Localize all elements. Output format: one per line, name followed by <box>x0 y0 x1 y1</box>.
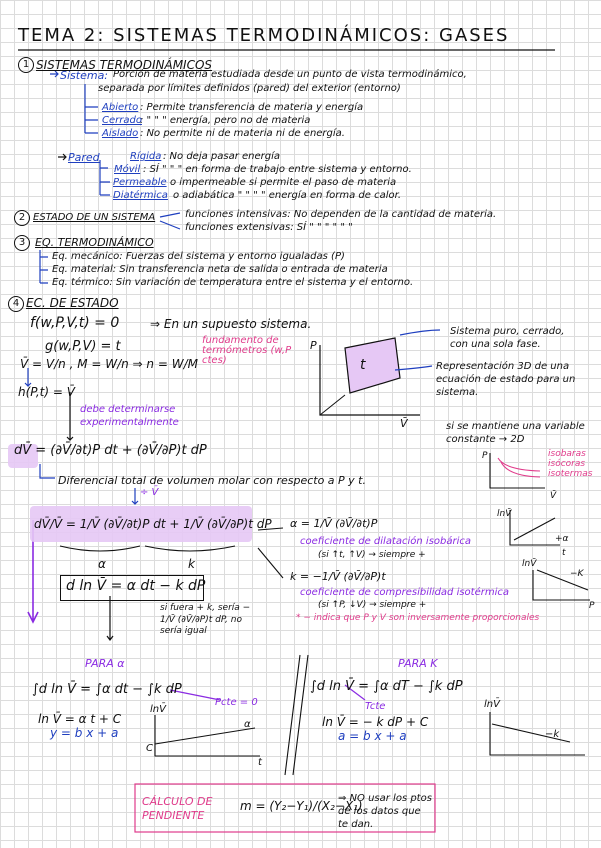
para-k-heading: PARA K <box>398 657 438 670</box>
isocoras-label: isócoras <box>548 459 586 469</box>
graph-ln-k-axes <box>490 712 585 755</box>
aislado-text: : No permite ni de materia ni de energía. <box>140 128 345 139</box>
rigida-text: : No deja pasar energía <box>163 151 281 162</box>
eq-f-note: ⇒ En un supuesto sistema. <box>150 317 312 331</box>
graph3d-p-label: P <box>310 339 317 352</box>
para-alpha-heading: PARA α <box>85 657 125 670</box>
h-eq: h(P,t) = V̄ <box>18 385 75 399</box>
cerrado-label: Cerrado <box>102 115 142 126</box>
k-def: k = −1/V̄ (∂V̄/∂P)t <box>290 570 386 583</box>
sistema-def-1: Porción de materia estudiada desde un punto de vista termodinámico, <box>113 69 467 80</box>
k-sign: (si ↑P, ↓V) → siempre + <box>318 600 427 610</box>
dln-eq: d ln V̄ = α dt − k dP <box>66 578 206 594</box>
sistema-puro-note: Sistema puro, cerrado, con una sola fase. <box>450 326 565 350</box>
graph2d-v-label: V̄ <box>550 491 557 501</box>
graph-ln-alpha-slope-label: α <box>244 719 251 730</box>
dv-over-v: dV̄/V̄ = 1/V̄ (∂V̄/∂t)P dt + 1/V̄ (∂V̄/∂P)t dP <box>34 517 272 531</box>
cerrado-text: : " " " energía, pero no de materia <box>140 115 311 126</box>
alpha-sign: (si ↑t, ↑V) → siempre + <box>318 550 426 560</box>
graph-ln-alpha-c-label: C <box>146 743 153 754</box>
lin-alpha: y = b x + a <box>50 726 119 740</box>
lin-k: a = b x + a <box>338 729 407 743</box>
graph-alpha-axes <box>510 510 560 545</box>
aislado-label: Aislado <box>102 128 139 139</box>
graph-k-x-label: P <box>589 601 595 611</box>
graph-ln-k-slope-label: −k <box>545 729 560 740</box>
alpha-def: α = 1/V̄ (∂V̄/∂t)P <box>290 517 378 530</box>
section-2-number: 2 <box>14 210 30 226</box>
separator-lines <box>285 655 308 775</box>
eq-mecanico: Eq. mecánico: Fuerzas del sistema y entorno igualadas (P) <box>52 251 345 262</box>
movil-label: Móvil <box>114 164 141 175</box>
si-fuera-note: si fuera + k, sería − 1/V̄ (∂V̄/∂P)t dP, no sería igual <box>160 603 251 637</box>
section-1-heading: SISTEMAS TERMODINÁMICOS <box>36 58 213 72</box>
section-1-number: 1 <box>18 57 34 73</box>
vbar-def: V̄ = V/n , M = W/n ⇒ n = W/M <box>20 357 198 371</box>
ln-alpha: ln V̄ = α t + C <box>38 712 122 726</box>
abierto-text: : Permite transferencia de materia y energía <box>140 102 364 113</box>
pcte-note: Pcte = 0 <box>215 697 258 708</box>
indica-note: * − indica que P y V son inversamente proporcionales <box>296 613 540 623</box>
section-3-heading: EQ. TERMODINÁMICO <box>35 236 154 249</box>
abierto-label: Abierto <box>102 102 139 113</box>
int-alpha: ∫d ln V̄ = ∫α dt − ∫k dP <box>32 682 182 697</box>
sistema-label: Sistema: <box>60 69 109 82</box>
repr3d-note: Representación 3D de una ecuación de estado para un sistema. <box>436 361 576 398</box>
graph-k-slope-label: −K <box>570 569 584 579</box>
isotermas-label: isotermas <box>548 469 593 479</box>
slope-formula: m = (Y₂−Y₁)/(X₂−X₁) <box>240 799 363 813</box>
pared-label: Pared <box>68 151 100 164</box>
graph-ln-alpha-y-label: lnV̄ <box>150 704 166 715</box>
alpha-label: α <box>98 557 106 571</box>
section-2-heading: ESTADO DE UN SISTEMA <box>33 212 156 223</box>
calculo-label: CÁLCULO DE PENDIENTE <box>142 795 213 823</box>
movil-text: : SÍ " " " en forma de trabajo entre sistema y entorno. <box>143 164 412 175</box>
graph-k-y-label: lnV̄ <box>522 559 537 569</box>
int-k: ∫d ln V̄ = ∫α dT − ∫k dP <box>310 679 463 694</box>
graph-alpha-y-label: lnV̄ <box>497 509 512 519</box>
graph3d-v-label: V̄ <box>400 417 408 430</box>
graph3d-t-label: t <box>360 357 366 373</box>
eq-termico: Eq. térmico: Sin variación de temperatura entre el sistema y el entorno. <box>52 277 414 288</box>
eq-g: g(w,P,V) = t <box>45 339 121 354</box>
rigida-label: Rígida <box>130 151 162 162</box>
isobaras-label: isobaras <box>548 449 586 459</box>
section-4-heading: EC. DE ESTADO <box>26 296 119 310</box>
extensivas-text: funciones extensivas: SÍ " " " " " " <box>185 222 353 233</box>
section-4-number: 4 <box>8 296 24 312</box>
si-mantiene-note: si se mantiene una variable constante → 2D <box>446 421 585 445</box>
graph2d-p-label: P <box>482 451 488 461</box>
k-name: coeficiente de compresibilidad isotérmica <box>300 587 510 598</box>
intensivas-text: funciones intensivas: No dependen de la cantidad de materia. <box>185 209 497 220</box>
diferencial-note: Diferencial total de volumen molar con respecto a P y t. <box>58 474 366 487</box>
fundamento-note: fundamento de termómetros (w,P ctes) <box>202 335 292 366</box>
diatermica-label: Diatérmica <box>113 190 168 201</box>
permeable-label: Permeable <box>113 177 167 188</box>
graph-3d-surface <box>345 338 400 393</box>
graph-ln-k-y-label: lnV̄ <box>484 699 500 710</box>
sistema-def-2: separada por límites definidos (pared) del exterior (entorno) <box>98 83 401 94</box>
eq-material: Eq. material: Sin transferencia neta de salida o entrada de materia <box>52 264 388 275</box>
page-title: TEMA 2: SISTEMAS TERMODINÁMICOS: GASES <box>18 25 510 46</box>
graph-ln-alpha-x-label: t <box>258 757 262 768</box>
graph-alpha-x-label: t <box>562 548 566 558</box>
permeable-text: o impermeable si permite el paso de materia <box>170 177 397 188</box>
eq-f: f(w,P,V,t) = 0 <box>30 315 120 331</box>
graph-alpha-slope-label: +α <box>555 534 569 544</box>
tcte-note: Tcte <box>365 701 386 712</box>
dv-expr: dV̄ = (∂V̄/∂t)P dt + (∂V̄/∂P)t dP <box>14 443 207 458</box>
section-3-number: 3 <box>14 235 30 251</box>
div-v: ÷ V̄ <box>140 487 159 498</box>
debe-note: debe determinarse experimentalmente <box>80 404 179 428</box>
k-label: k <box>188 557 195 571</box>
ln-k: ln V̄ = − k dP + C <box>322 715 429 729</box>
alpha-name: coeficiente de dilatación isobárica <box>300 536 472 547</box>
diatermica-text: o adiabática " " " " energía en forma de calor. <box>173 190 401 201</box>
no-usar-note: ⇒ NO usar los ptos de los datos que te dan. <box>338 793 432 830</box>
